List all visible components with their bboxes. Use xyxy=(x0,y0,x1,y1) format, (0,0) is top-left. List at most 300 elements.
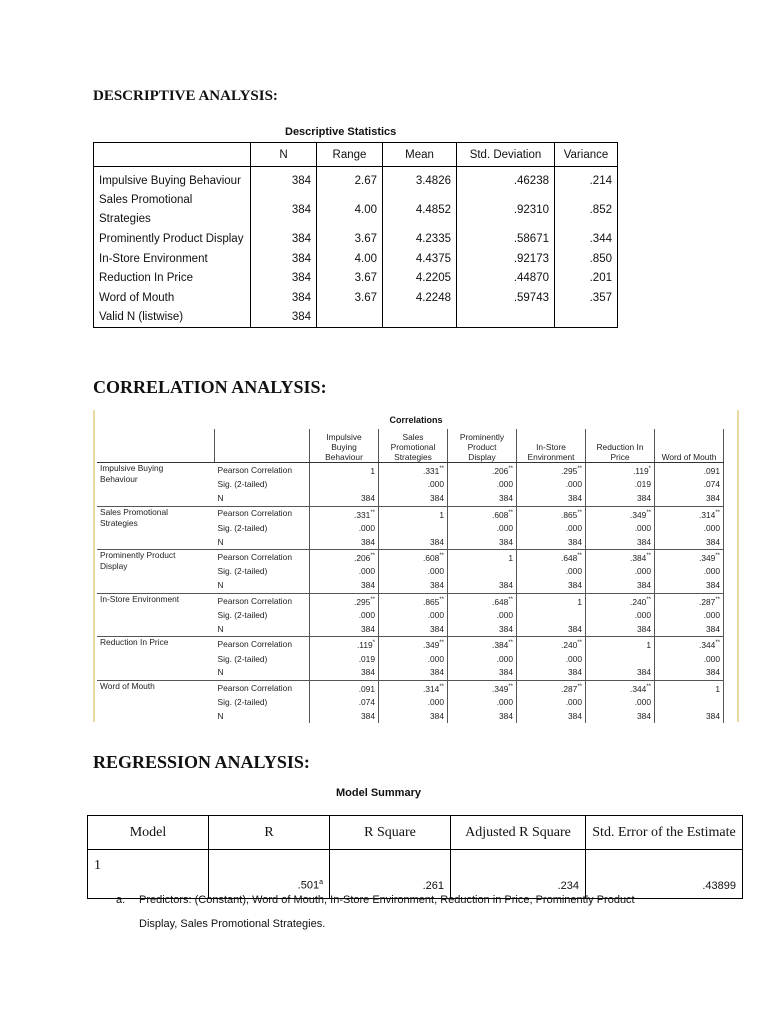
correlation-value: .865 xyxy=(423,596,440,607)
n-cell: 384 xyxy=(448,710,517,724)
r-square-cell: .261 xyxy=(330,850,451,899)
correlation-value: .349 xyxy=(423,640,440,651)
n-cell: 384 xyxy=(448,492,517,506)
significance-cell xyxy=(379,521,448,535)
significance-marker: ** xyxy=(577,553,582,560)
significance-cell: .000 xyxy=(655,652,724,666)
n-cell: 384 xyxy=(655,492,724,506)
header-cell: N xyxy=(251,143,317,167)
table-row xyxy=(94,269,618,289)
significance-marker: ** xyxy=(715,640,720,647)
n-cell: 384 xyxy=(310,492,379,506)
n-cell: 384 xyxy=(251,308,317,328)
header-cell xyxy=(94,143,251,167)
variable-label-line: Strategies xyxy=(100,517,138,528)
n-cell: 384 xyxy=(379,535,448,549)
correlations-table xyxy=(97,429,724,723)
pearson-correlation-cell xyxy=(379,593,448,608)
correlations-header-row xyxy=(97,429,724,463)
column-header-line: In-Store xyxy=(536,442,566,452)
statistic-label: N xyxy=(215,492,310,506)
significance-cell: .000 xyxy=(517,565,586,579)
variable-label-line: Reduction In Price xyxy=(100,637,169,648)
correlation-value: .314 xyxy=(423,683,440,694)
pearson-correlation-cell xyxy=(517,593,586,608)
correlation-value: .349 xyxy=(699,552,716,563)
pearson-correlation-cell xyxy=(310,637,379,652)
n-cell: 384 xyxy=(586,710,655,724)
row-label-line: Strategies xyxy=(99,213,151,225)
footnote-line: Predictors: (Constant), Word of Mouth, In-Store Environment, Reduction in Price, Prominently Product xyxy=(139,894,635,906)
correlation-value: .344 xyxy=(699,640,716,651)
correlation-column-header xyxy=(655,429,724,463)
statistic-label: Pearson Correlation xyxy=(215,593,310,608)
column-header-line: Environment xyxy=(527,452,575,462)
significance-cell: .000 xyxy=(379,609,448,623)
pearson-correlation-cell xyxy=(517,550,586,565)
significance-marker: ** xyxy=(439,683,444,690)
footnote-marker: a. xyxy=(116,894,126,906)
variance-cell: .357 xyxy=(555,288,618,308)
n-cell: 384 xyxy=(379,579,448,593)
range-cell: 4.00 xyxy=(317,191,383,230)
mean-cell: 4.2248 xyxy=(383,288,457,308)
significance-cell: .000 xyxy=(586,609,655,623)
correlation-value: .295 xyxy=(561,465,578,476)
n-cell: 384 xyxy=(586,666,655,680)
significance-cell: .000 xyxy=(310,609,379,623)
statistic-label: N xyxy=(215,666,310,680)
mean-cell xyxy=(383,308,457,328)
column-header-line: Price xyxy=(610,452,630,462)
n-cell: 384 xyxy=(517,492,586,506)
range-cell xyxy=(317,308,383,328)
correlation-row xyxy=(97,463,724,478)
mean-cell: 4.2205 xyxy=(383,269,457,289)
significance-cell xyxy=(655,696,724,710)
significance-cell: .000 xyxy=(586,521,655,535)
header-cell xyxy=(97,429,215,463)
table-row xyxy=(94,288,618,308)
n-cell: 384 xyxy=(251,249,317,269)
variable-label-line: Sales Promotional xyxy=(100,506,168,517)
table-row xyxy=(94,308,618,328)
n-cell: 384 xyxy=(586,622,655,636)
significance-cell: .019 xyxy=(586,478,655,492)
model-summary-caption: Model Summary xyxy=(336,787,421,799)
correlation-value: .384 xyxy=(492,640,509,651)
column-header-line: Product xyxy=(467,442,497,452)
correlation-row xyxy=(97,593,724,608)
variable-label xyxy=(97,550,215,594)
statistic-label: Sig. (2-tailed) xyxy=(215,609,310,623)
n-cell: 384 xyxy=(251,167,317,191)
n-cell: 384 xyxy=(517,710,586,724)
statistic-label: Sig. (2-tailed) xyxy=(215,565,310,579)
header-cell: R xyxy=(209,816,330,850)
variable-label-line: Display xyxy=(100,561,128,572)
statistic-label: Pearson Correlation xyxy=(215,463,310,478)
descriptive-analysis-heading: DESCRIPTIVE ANALYSIS: xyxy=(93,88,278,104)
significance-cell: .000 xyxy=(448,609,517,623)
correlation-value: 1 xyxy=(715,683,720,694)
variable-label xyxy=(97,463,215,507)
pearson-correlation-cell xyxy=(586,506,655,521)
significance-marker: ** xyxy=(715,553,720,560)
pearson-correlation-cell xyxy=(655,550,724,565)
pearson-correlation-cell xyxy=(448,506,517,521)
n-cell: 384 xyxy=(517,579,586,593)
significance-cell: .000 xyxy=(379,565,448,579)
significance-marker: ** xyxy=(577,640,582,647)
significance-cell: .000 xyxy=(586,565,655,579)
header-cell: Std. Error of the Estimate xyxy=(586,816,743,850)
pearson-correlation-cell xyxy=(655,506,724,521)
sd-cell: .46238 xyxy=(457,167,555,191)
pearson-correlation-cell xyxy=(448,550,517,565)
correlation-column-header xyxy=(310,429,379,463)
statistic-label: N xyxy=(215,535,310,549)
header-cell: Model xyxy=(88,816,209,850)
variable-label xyxy=(97,680,215,723)
mean-cell: 4.2335 xyxy=(383,230,457,250)
n-cell: 384 xyxy=(448,535,517,549)
range-cell: 3.67 xyxy=(317,269,383,289)
correlation-value: .344 xyxy=(630,683,647,694)
pearson-correlation-cell xyxy=(448,637,517,652)
variance-cell xyxy=(555,308,618,328)
significance-marker: ** xyxy=(508,509,513,516)
correlation-row xyxy=(97,680,724,695)
table-row xyxy=(94,167,618,191)
significance-marker: ** xyxy=(715,596,720,603)
correlation-value: .287 xyxy=(699,596,716,607)
correlation-value: .314 xyxy=(699,509,716,520)
n-cell: 384 xyxy=(586,535,655,549)
significance-marker: ** xyxy=(577,683,582,690)
mean-cell: 3.4826 xyxy=(383,167,457,191)
correlation-value: .608 xyxy=(492,509,509,520)
statistic-label: Pearson Correlation xyxy=(215,680,310,695)
significance-cell xyxy=(517,609,586,623)
n-cell: 384 xyxy=(655,666,724,680)
n-cell: 384 xyxy=(655,710,724,724)
statistic-label: N xyxy=(215,579,310,593)
correlation-column-header xyxy=(517,429,586,463)
correlation-value: 1 xyxy=(439,509,444,520)
row-label: Prominently Product Display xyxy=(94,230,251,250)
significance-marker: ** xyxy=(370,553,375,560)
n-cell: 384 xyxy=(448,622,517,636)
pearson-correlation-cell xyxy=(310,463,379,478)
header-cell: R Square xyxy=(330,816,451,850)
correlation-value: .119 xyxy=(632,465,649,476)
pearson-correlation-cell xyxy=(379,550,448,565)
adjusted-r-square-cell: .234 xyxy=(451,850,586,899)
variance-cell: .201 xyxy=(555,269,618,289)
variance-cell: .850 xyxy=(555,249,618,269)
correlation-row xyxy=(97,637,724,652)
statistic-label: Pearson Correlation xyxy=(215,506,310,521)
correlation-value: .648 xyxy=(561,552,578,563)
significance-marker: * xyxy=(648,466,651,472)
pearson-correlation-cell xyxy=(310,506,379,521)
header-cell: Mean xyxy=(383,143,457,167)
n-cell: 384 xyxy=(310,666,379,680)
sd-cell: .58671 xyxy=(457,230,555,250)
sd-cell: .44870 xyxy=(457,269,555,289)
correlation-value: 1 xyxy=(577,596,582,607)
significance-marker: ** xyxy=(370,509,375,516)
significance-marker: ** xyxy=(439,596,444,603)
correlation-value: .240 xyxy=(561,640,578,651)
n-cell: 384 xyxy=(586,579,655,593)
variable-label xyxy=(97,506,215,550)
n-cell: 384 xyxy=(517,535,586,549)
sd-cell xyxy=(457,308,555,328)
correlation-value: .865 xyxy=(561,509,578,520)
column-header-line: Reduction In xyxy=(596,442,644,452)
significance-marker: ** xyxy=(646,683,651,690)
row-label: Valid N (listwise) xyxy=(94,308,251,328)
correlation-value: .331 xyxy=(423,465,440,476)
row-label xyxy=(94,191,251,230)
correlation-value: .240 xyxy=(630,596,647,607)
significance-cell: .000 xyxy=(448,521,517,535)
variable-label-line: In-Store Environment xyxy=(100,593,180,604)
row-label: Reduction In Price xyxy=(94,269,251,289)
r-value: .501 xyxy=(297,880,320,892)
significance-marker: ** xyxy=(646,596,651,603)
significance-marker: ** xyxy=(508,596,513,603)
descriptive-statistics-table xyxy=(93,142,618,328)
pearson-correlation-cell xyxy=(586,593,655,608)
significance-cell: .074 xyxy=(310,696,379,710)
significance-marker: ** xyxy=(508,640,513,647)
correlation-column-header xyxy=(586,429,655,463)
pearson-correlation-cell xyxy=(310,593,379,608)
n-cell: 384 xyxy=(379,622,448,636)
significance-cell: .000 xyxy=(517,478,586,492)
significance-cell xyxy=(586,652,655,666)
pearson-correlation-cell xyxy=(517,637,586,652)
row-label-line: Sales Promotional xyxy=(99,193,193,206)
variable-label xyxy=(97,637,215,681)
significance-cell: .019 xyxy=(310,652,379,666)
pearson-correlation-cell xyxy=(655,680,724,695)
n-cell: 384 xyxy=(586,492,655,506)
statistic-label: Pearson Correlation xyxy=(215,550,310,565)
variance-cell: .344 xyxy=(555,230,618,250)
range-cell: 2.67 xyxy=(317,167,383,191)
significance-cell: .000 xyxy=(448,696,517,710)
sd-cell: .92310 xyxy=(457,191,555,230)
mean-cell: 4.4375 xyxy=(383,249,457,269)
n-cell: 384 xyxy=(310,579,379,593)
pearson-correlation-cell xyxy=(586,550,655,565)
significance-marker: ** xyxy=(577,466,582,472)
descriptive-statistics-caption: Descriptive Statistics xyxy=(285,126,397,138)
n-cell: 384 xyxy=(517,622,586,636)
pearson-correlation-cell xyxy=(655,463,724,478)
statistic-label: Sig. (2-tailed) xyxy=(215,478,310,492)
range-cell: 4.00 xyxy=(317,249,383,269)
row-label: Word of Mouth xyxy=(94,288,251,308)
sd-cell: .92173 xyxy=(457,249,555,269)
correlation-column-header xyxy=(448,429,517,463)
pearson-correlation-cell xyxy=(379,680,448,695)
pearson-correlation-cell xyxy=(448,463,517,478)
pearson-correlation-cell xyxy=(379,637,448,652)
pearson-correlation-cell xyxy=(379,506,448,521)
table-row xyxy=(94,249,618,269)
correlation-column-header xyxy=(379,429,448,463)
correlation-value: .648 xyxy=(492,596,509,607)
correlation-value: .206 xyxy=(354,552,371,563)
significance-cell: .000 xyxy=(655,609,724,623)
n-cell: 384 xyxy=(655,622,724,636)
correlation-value: .384 xyxy=(630,552,647,563)
sd-cell: .59743 xyxy=(457,288,555,308)
descriptive-header-row xyxy=(94,143,618,167)
pearson-correlation-cell xyxy=(586,637,655,652)
correlation-value: .091 xyxy=(358,683,375,694)
pearson-correlation-cell xyxy=(517,463,586,478)
significance-cell xyxy=(448,565,517,579)
correlation-row xyxy=(97,550,724,565)
pearson-correlation-cell xyxy=(655,593,724,608)
n-cell: 384 xyxy=(251,230,317,250)
significance-marker: ** xyxy=(577,509,582,516)
correlation-value: .119 xyxy=(356,640,373,651)
n-cell: 384 xyxy=(251,288,317,308)
header-cell: Range xyxy=(317,143,383,167)
pearson-correlation-cell xyxy=(655,637,724,652)
correlation-value: .206 xyxy=(492,465,509,476)
range-cell: 3.67 xyxy=(317,288,383,308)
n-cell: 384 xyxy=(379,710,448,724)
variable-label-line: Prominently Product xyxy=(100,550,176,561)
significance-cell xyxy=(310,478,379,492)
correlation-value: .295 xyxy=(354,596,371,607)
statistic-label: Pearson Correlation xyxy=(215,637,310,652)
significance-cell: .000 xyxy=(310,565,379,579)
statistic-label: Sig. (2-tailed) xyxy=(215,696,310,710)
pearson-correlation-cell xyxy=(517,680,586,695)
significance-cell: .000 xyxy=(448,478,517,492)
significance-cell: .000 xyxy=(517,652,586,666)
significance-cell: .000 xyxy=(379,478,448,492)
significance-cell: .000 xyxy=(517,696,586,710)
significance-marker: ** xyxy=(646,509,651,516)
pearson-correlation-cell xyxy=(448,593,517,608)
header-cell: Std. Deviation xyxy=(457,143,555,167)
column-header-line: Promotional xyxy=(390,442,436,452)
significance-cell: .000 xyxy=(379,652,448,666)
n-cell: 384 xyxy=(379,492,448,506)
correlation-value: .091 xyxy=(703,465,720,476)
n-cell: 384 xyxy=(655,579,724,593)
significance-marker: ** xyxy=(508,466,513,472)
n-cell: 384 xyxy=(251,191,317,230)
header-cell: Variance xyxy=(555,143,618,167)
n-cell: 384 xyxy=(251,269,317,289)
correlation-value: .331 xyxy=(354,509,371,520)
statistic-label: N xyxy=(215,622,310,636)
pearson-correlation-cell xyxy=(310,550,379,565)
variable-label-line: Impulsive Buying xyxy=(100,463,164,473)
model-summary-table xyxy=(87,815,743,899)
column-header-line: Strategies xyxy=(394,452,432,462)
n-cell: 384 xyxy=(655,535,724,549)
mean-cell: 4.4852 xyxy=(383,191,457,230)
variable-label-line: Word of Mouth xyxy=(100,680,155,691)
significance-cell: .000 xyxy=(517,521,586,535)
table-row xyxy=(94,230,618,250)
significance-marker: ** xyxy=(508,683,513,690)
significance-cell: .000 xyxy=(379,696,448,710)
correlation-value: .349 xyxy=(630,509,647,520)
statistic-label: Sig. (2-tailed) xyxy=(215,652,310,666)
significance-marker: * xyxy=(372,640,375,647)
n-cell: 384 xyxy=(310,622,379,636)
column-header-line: Impulsive xyxy=(326,432,362,442)
significance-cell: .000 xyxy=(586,696,655,710)
variance-cell: .214 xyxy=(555,167,618,191)
r-footnote-marker: a xyxy=(319,879,323,887)
column-header-line: Buying xyxy=(331,442,357,452)
table-row xyxy=(94,191,618,230)
model-cell: 1 xyxy=(88,850,209,899)
n-cell: 384 xyxy=(448,579,517,593)
significance-marker: ** xyxy=(439,466,444,472)
significance-cell: .000 xyxy=(655,521,724,535)
column-header-line: Display xyxy=(468,452,496,462)
column-header-line: Sales xyxy=(402,432,424,442)
column-header-line: Prominently xyxy=(459,432,505,442)
significance-marker: ** xyxy=(439,553,444,560)
correlation-row xyxy=(97,506,724,521)
pearson-correlation-cell xyxy=(586,680,655,695)
n-cell: 384 xyxy=(310,710,379,724)
correlation-value: .608 xyxy=(423,552,440,563)
variable-label-line: Behaviour xyxy=(100,474,138,484)
n-cell: 384 xyxy=(448,666,517,680)
table-row xyxy=(88,850,743,899)
correlation-value: 1 xyxy=(646,640,651,651)
std-error-cell: .43899 xyxy=(586,850,743,899)
correlations-body xyxy=(97,463,724,724)
significance-marker: ** xyxy=(646,553,651,560)
pearson-correlation-cell xyxy=(517,506,586,521)
significance-cell: .074 xyxy=(655,478,724,492)
model-header-row xyxy=(88,816,743,850)
range-cell: 3.67 xyxy=(317,230,383,250)
statistic-label: N xyxy=(215,710,310,724)
pearson-correlation-cell xyxy=(448,680,517,695)
regression-analysis-heading: REGRESSION ANALYSIS: xyxy=(93,752,310,772)
correlation-value: 1 xyxy=(370,465,375,476)
pearson-correlation-cell xyxy=(586,463,655,478)
n-cell: 384 xyxy=(310,535,379,549)
row-label: In-Store Environment xyxy=(94,249,251,269)
pearson-correlation-cell xyxy=(310,680,379,695)
n-cell: 384 xyxy=(517,666,586,680)
variable-label xyxy=(97,593,215,637)
footnote-line: Display, Sales Promotional Strategies. xyxy=(139,918,326,930)
correlation-analysis-heading: CORRELATION ANALYSIS: xyxy=(93,377,327,397)
pearson-correlation-cell xyxy=(379,463,448,478)
